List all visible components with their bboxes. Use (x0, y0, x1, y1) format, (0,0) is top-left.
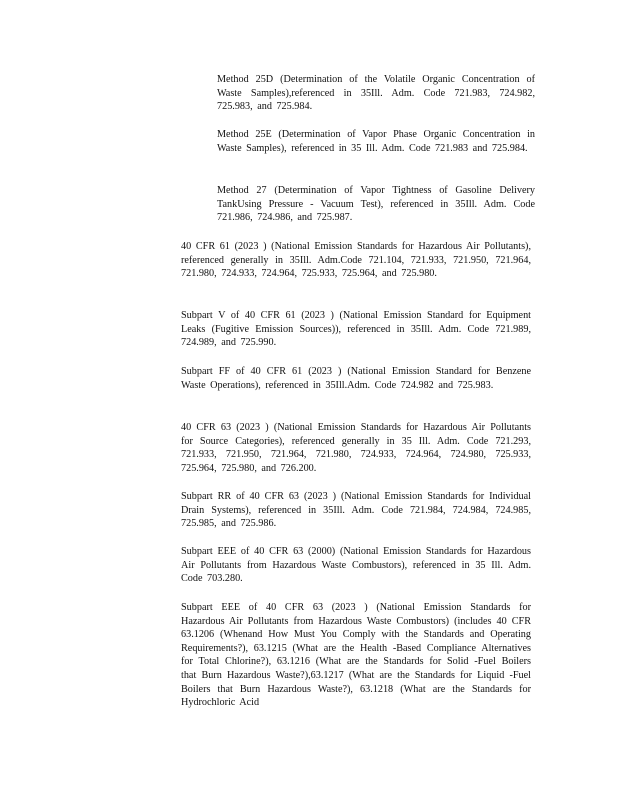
paragraph-subpart-eee-2023: Subpart EEE of 40 CFR 63 (2023 ) (National Emission Standards for Hazardous Air Pollutants from Hazardous Waste Combustors) (includes 40 CFR 63.1206 (Whenand How Must You Comply with the Standards and Operating Requirements?), 63.1215 (What are the Health -Based Compliance Alternatives for Total Chlorine?), 63.1216 (What are the Standards for Solid -Fuel Boilers that Burn Hazardous Waste?),63.1217 (What are the Standards for Liquid -Fuel Boilers that Burn Hazardous Waste?), 63.1218 (What are the Standards for Hydrochloric Acid (181, 602, 531, 709)
paragraph-method-27: Method 27 (Determination of Vapor Tightness of Gasoline Delivery TankUsing Pressure - Vacuum Test), referenced in 35Ill. Adm. Code 721.986, 724.986, and 725.987. (217, 185, 535, 224)
paragraph-subpart-ff: Subpart FF of 40 CFR 61 (2023 ) (National Emission Standard for Benzene Waste Operations), referenced in 35Ill.Adm. Code 724.982 and 725.983. (181, 366, 531, 391)
paragraph-40-cfr-63: 40 CFR 63 (2023 ) (National Emission Standards for Hazardous Air Pollutants for Source Categories), referenced generally in 35 Ill. Adm. Code 721.293, 721.933, 721.950, 721.964, 721.980, 724.933, 724.964, 724.980, 725.933, 725.964, 725.980, and 726.200. (181, 422, 531, 474)
paragraph-subpart-v: Subpart V of 40 CFR 61 (2023 ) (National Emission Standard for Equipment Leaks (Fugitive Emission Sources)), referenced in 35Ill. Adm. Code 721.989, 724.989, and 725.990. (181, 310, 531, 349)
paragraph-method-25e: Method 25E (Determination of Vapor Phase Organic Concentration in Waste Samples), referenced in 35 Ill. Adm. Code 721.983 and 725.984. (217, 129, 535, 154)
paragraph-40-cfr-61: 40 CFR 61 (2023 ) (National Emission Standards for Hazardous Air Pollutants), referenced generally in 35Ill. Adm.Code 721.104, 721.933, 721.950, 721.964, 721.980, 724.933, 724.964, 725.933, 725.964, and 725.980. (181, 241, 531, 280)
paragraph-subpart-rr: Subpart RR of 40 CFR 63 (2023 ) (National Emission Standards for Individual Drain Systems), referenced in 35Ill. Adm. Code 721.984, 724.984, 724.985, 725.985, and 725.986. (181, 491, 531, 530)
paragraph-method-25d: Method 25D (Determination of the Volatile Organic Concentration of Waste Samples),referenced in 35Ill. Adm. Code 721.983, 724.982, 725.983, and 725.984. (217, 74, 535, 113)
paragraph-subpart-eee-2000: Subpart EEE of 40 CFR 63 (2000) (National Emission Standards for Hazardous Air Pollutants from Hazardous Waste Combustors), referenced in 35 Ill. Adm. Code 703.280. (181, 546, 531, 585)
